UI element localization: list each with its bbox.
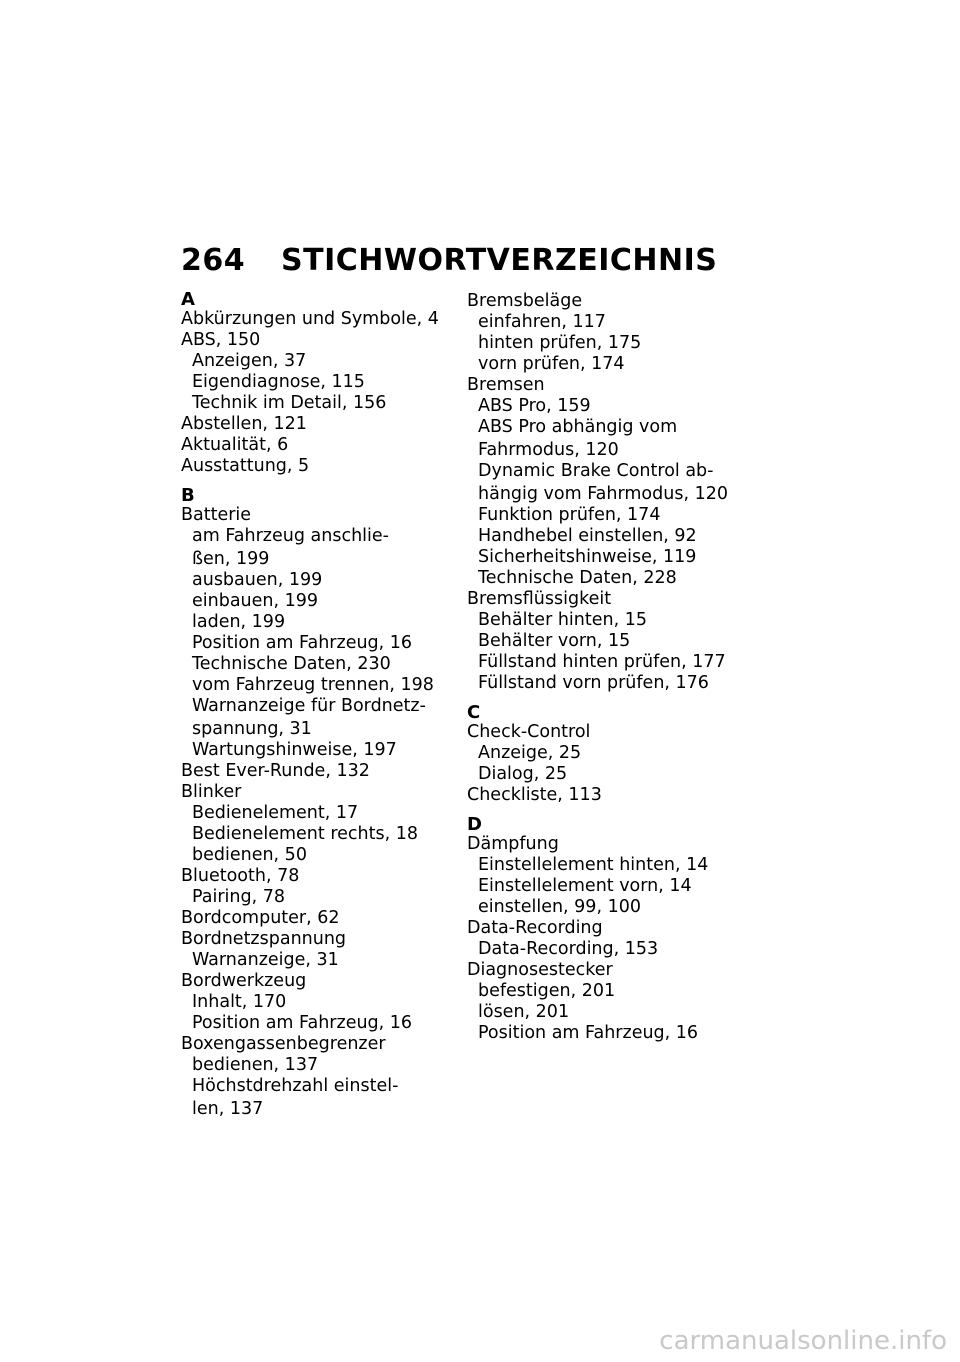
page-number: 264 — [181, 242, 246, 278]
index-subentry: Einstellelement vorn, 14 — [478, 876, 692, 896]
index-subentry: bedienen, 137 — [192, 1055, 319, 1075]
index-entry: Bremsbeläge — [467, 291, 583, 311]
index-subentry: Position am Fahrzeug, 16 — [192, 1013, 413, 1033]
index-entry: Boxengassenbegrenzer — [181, 1034, 386, 1054]
index-subentry: ausbauen, 199 — [192, 570, 323, 590]
index-entry: Bordnetzspannung — [181, 929, 347, 949]
index-subentry: bedienen, 50 — [192, 845, 307, 865]
index-entry: Checkliste, 113 — [467, 785, 602, 805]
index-subentry: ABS Pro abhängig vom — [478, 417, 678, 437]
index-entry: Bremsen — [467, 375, 545, 395]
index-entry: Blinker — [181, 782, 242, 802]
index-subentry: Füllstand vorn prüfen, 176 — [478, 673, 709, 693]
index-entry: Bordwerkzeug — [181, 971, 307, 991]
index-subentry-continuation: ßen, 199 — [192, 549, 270, 569]
index-letter-heading: D — [467, 814, 482, 835]
index-subentry: Position am Fahrzeug, 16 — [478, 1023, 699, 1043]
index-entry: Bluetooth, 78 — [181, 866, 300, 886]
index-subentry: Anzeigen, 37 — [192, 351, 307, 371]
watermark: carmanualsonline.info — [659, 1326, 947, 1356]
index-subentry: Technik im Detail, 156 — [192, 393, 387, 413]
index-subentry: Warnanzeige, 31 — [192, 950, 339, 970]
index-subentry: Bedienelement rechts, 18 — [192, 824, 418, 844]
index-entry: Best Ever-Runde, 132 — [181, 761, 370, 781]
index-subentry-continuation: Fahrmodus, 120 — [478, 440, 619, 460]
index-entry: Data-Recording — [467, 918, 603, 938]
index-letter-heading: C — [467, 702, 481, 723]
index-subentry: Technische Daten, 230 — [192, 654, 391, 674]
index-subentry: Sicherheitshinweise, 119 — [478, 547, 697, 567]
page-title: STICHWORTVERZEICHNIS — [281, 242, 718, 278]
index-entry: Bordcomputer, 62 — [181, 908, 340, 928]
index-subentry: Wartungshinweise, 197 — [192, 740, 397, 760]
index-subentry-continuation: hängig vom Fahrmodus, 120 — [478, 484, 728, 504]
index-subentry: lösen, 201 — [478, 1002, 570, 1022]
index-subentry-continuation: spannung, 31 — [192, 719, 312, 739]
index-subentry: Pairing, 78 — [192, 887, 286, 907]
index-subentry: laden, 199 — [192, 612, 286, 632]
index-subentry: Data-Recording, 153 — [478, 939, 659, 959]
index-subentry: vorn prüfen, 174 — [478, 354, 625, 374]
index-subentry: Technische Daten, 228 — [478, 568, 677, 588]
index-subentry: einstellen, 99, 100 — [478, 897, 641, 917]
index-subentry: Warnanzeige für Bordnetz- — [192, 696, 426, 716]
index-subentry: Füllstand hinten prüfen, 177 — [478, 652, 726, 672]
index-subentry: am Fahrzeug anschlie- — [192, 526, 389, 546]
index-column-left — [181, 291, 456, 1120]
index-subentry: Eigendiagnose, 115 — [192, 372, 365, 392]
index-letter-heading: A — [181, 289, 195, 310]
page-header — [181, 240, 717, 280]
index-subentry: vom Fahrzeug trennen, 198 — [192, 675, 434, 695]
index-letter-heading: B — [181, 485, 195, 506]
index-entry: Abkürzungen und Symbole, 4 — [181, 309, 439, 329]
index-subentry: Behälter vorn, 15 — [478, 631, 631, 651]
index-subentry: Funktion prüfen, 174 — [478, 505, 661, 525]
index-subentry: Dialog, 25 — [478, 764, 568, 784]
index-subentry: Einstellelement hinten, 14 — [478, 855, 709, 875]
index-entry: Abstellen, 121 — [181, 414, 307, 434]
index-subentry: hinten prüfen, 175 — [478, 333, 642, 353]
index-subentry: Dynamic Brake Control ab- — [478, 461, 714, 481]
index-subentry: einbauen, 199 — [192, 591, 319, 611]
index-subentry: Handhebel einstellen, 92 — [478, 526, 697, 546]
index-subentry: Inhalt, 170 — [192, 992, 287, 1012]
index-subentry: ABS Pro, 159 — [478, 396, 591, 416]
index-subentry: Bedienelement, 17 — [192, 803, 359, 823]
index-entry: Diagnosestecker — [467, 960, 613, 980]
index-entry: Bremsflüssigkeit — [467, 589, 612, 609]
index-entry: Dämpfung — [467, 834, 559, 854]
index-subentry-continuation: len, 137 — [192, 1099, 264, 1119]
index-subentry: befestigen, 201 — [478, 981, 616, 1001]
index-subentry: einfahren, 117 — [478, 312, 606, 332]
index-subentry: Position am Fahrzeug, 16 — [192, 633, 413, 653]
index-subentry: Anzeige, 25 — [478, 743, 582, 763]
index-subentry: Höchstdrehzahl einstel- — [192, 1076, 399, 1096]
index-entry: Check-Control — [467, 722, 591, 742]
index-entry: ABS, 150 — [181, 330, 261, 350]
index-entry: Aktualität, 6 — [181, 435, 289, 455]
index-subentry: Behälter hinten, 15 — [478, 610, 647, 630]
index-entry: Ausstattung, 5 — [181, 456, 310, 476]
index-column-right — [467, 291, 742, 1044]
index-entry: Batterie — [181, 505, 252, 525]
